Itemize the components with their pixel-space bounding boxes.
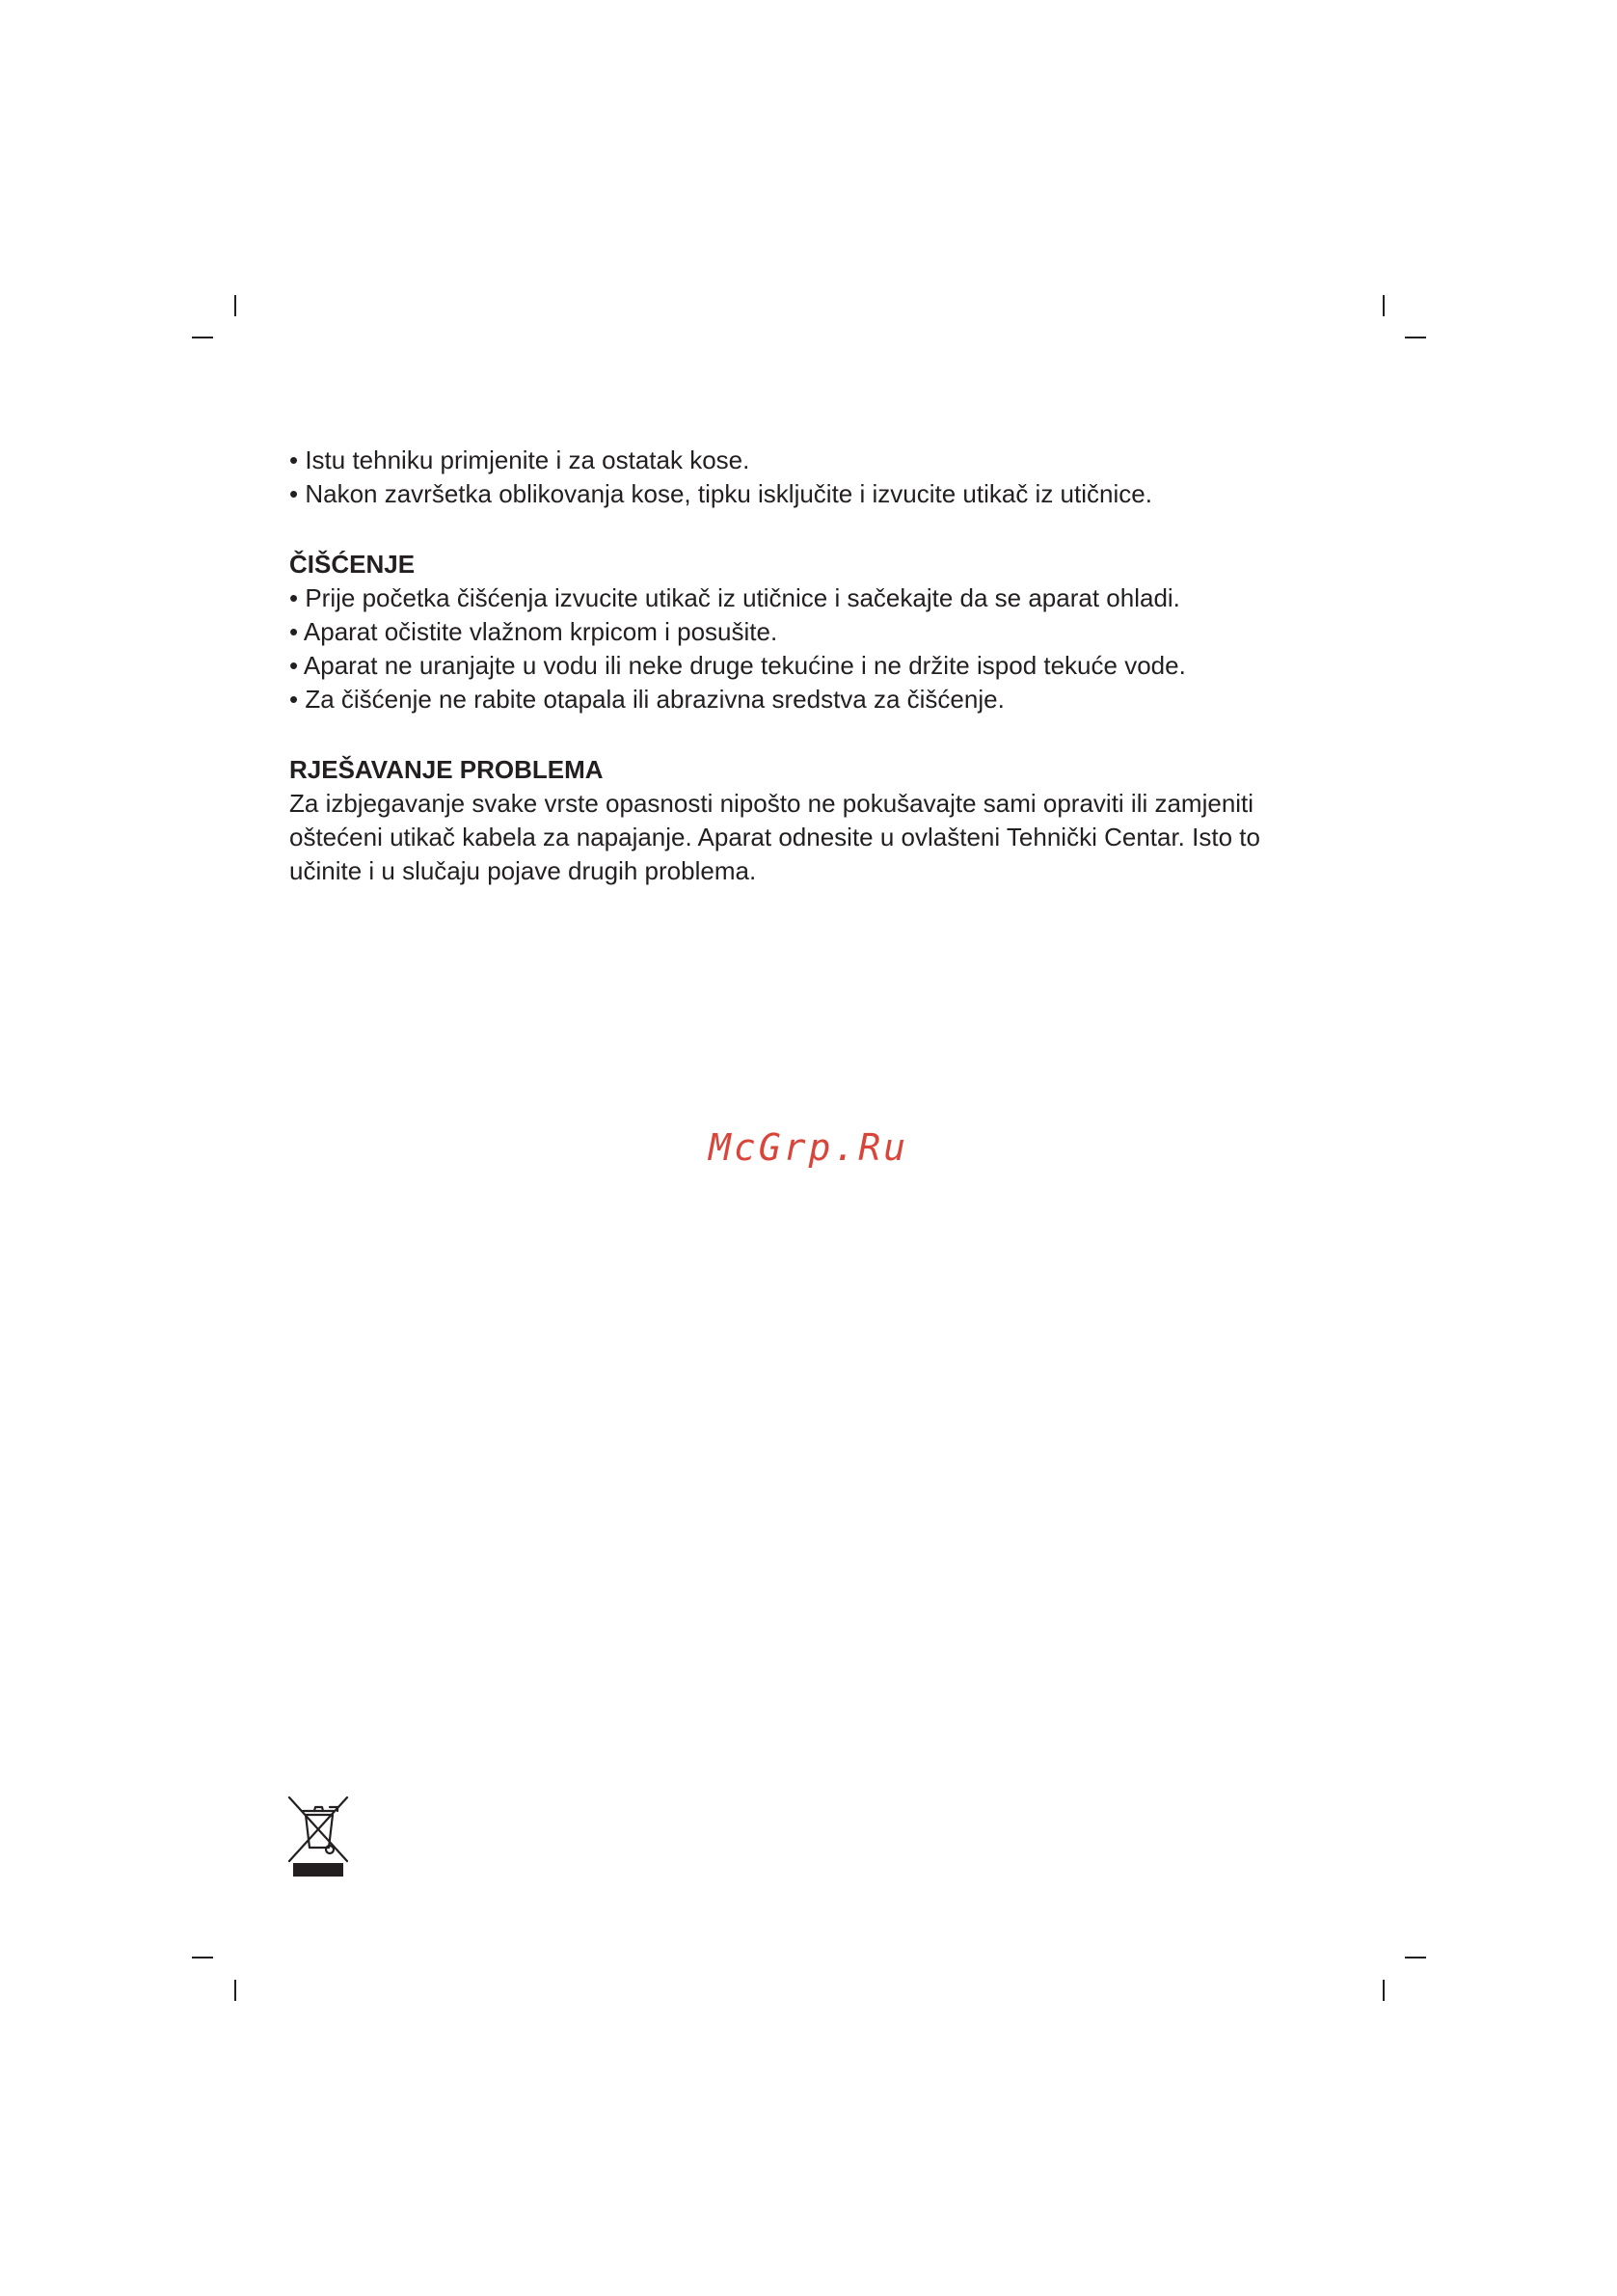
crop-mark-bottom-left-h [192,1957,213,1958]
weee-underline-bar [293,1863,343,1877]
paragraph-line: oštećeni utikač kabela za napajanje. Aparat odnesite u ovlašteni Tehnički Centar. Isto to [289,823,1260,851]
crop-mark-bottom-right-v [1383,1980,1385,2001]
section-heading-troubleshooting: RJEŠAVANJE PROBLEMA [289,755,604,784]
bullet-item: • Nakon završetka oblikovanja kose, tipku isključite i izvucite utikač iz utičnice. [289,479,1152,508]
section-troubleshooting [289,753,1350,888]
crop-mark-top-right-v [1383,295,1385,316]
crop-mark-bottom-left-v [234,1980,236,2001]
bullet-item: • Istu tehniku primjenite i za ostatak kose. [289,446,750,474]
crop-mark-bottom-right-h [1405,1957,1426,1958]
paragraph-line: učinite i u slučaju pojave drugih problema. [289,856,757,885]
crop-mark-top-left-v [234,295,236,316]
watermark: McGrp.Ru [708,1126,909,1169]
section-cleaning [289,548,1350,716]
crop-mark-top-right-h [1405,337,1426,338]
bullet-item: • Za čišćenje ne rabite otapala ili abrazivna sredstva za čišćenje. [289,685,1005,714]
page-content [289,444,1350,888]
bullet-item: • Prije početka čišćenja izvucite utikač iz utičnice i sačekajte da se aparat ohladi. [289,583,1180,612]
bullet-item: • Aparat očistite vlažnom krpicom i posušite. [289,617,778,646]
section-heading-cleaning: ČIŠĆENJE [289,550,416,579]
paragraph-line: Za izbjegavanje svake vrste opasnosti nipošto ne pokušavajte sami opraviti ili zamjeniti [289,789,1254,818]
section-intro [289,444,1350,511]
crop-mark-top-left-h [192,337,213,338]
bullet-item: • Aparat ne uranjajte u vodu ili neke druge tekućine i ne držite ispod tekuće vode. [289,651,1186,680]
